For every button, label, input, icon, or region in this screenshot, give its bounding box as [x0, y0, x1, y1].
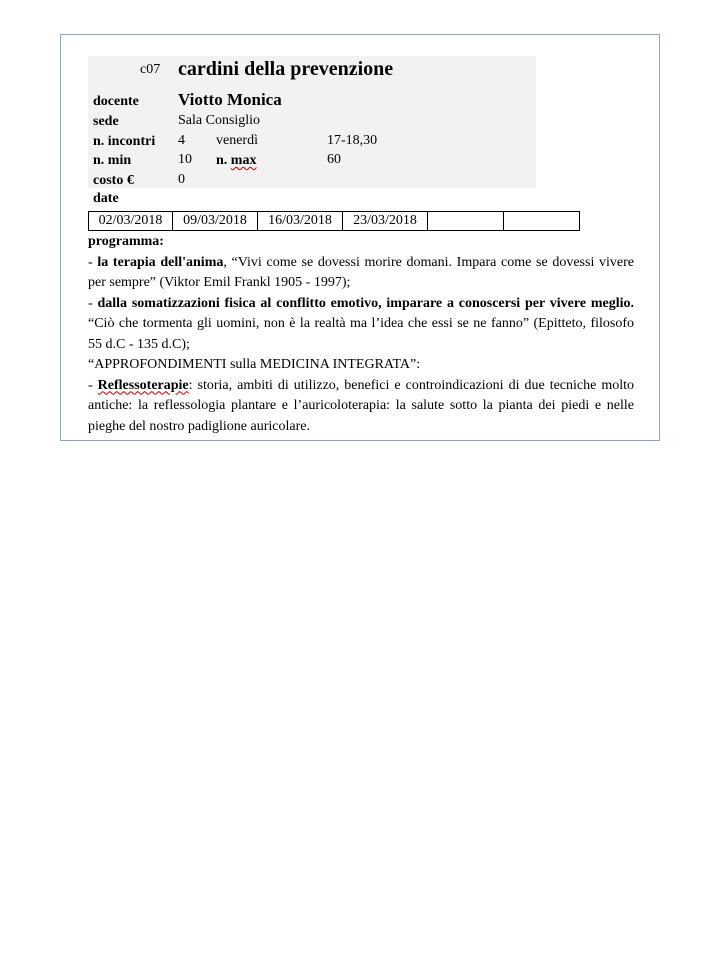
date-cell: [428, 212, 504, 230]
programma-label: programma:: [88, 234, 164, 249]
sede-label: sede: [93, 114, 119, 129]
date-cell: [504, 212, 579, 230]
programma-item-4-text: : storia, ambiti di utilizzo, benefici e controindicazioni di due tecniche molto antiche: la reflessologia plantare e l’auricoloterapia: la salute sotto la pianta dei piedi e nelle pieghe del nostro padiglione auricolare.: [88, 377, 634, 434]
docente-label: docente: [93, 94, 139, 109]
programma-item-2-text: “Ciò che tormenta gli uomini, non è la realtà ma l’idea che essi se ne fanno” (Epitteto, filosofo 55 d.C - 135 d.C);: [88, 316, 634, 352]
docente-name: Viotto Monica: [178, 90, 282, 109]
course-title: cardini della prevenzione: [178, 58, 394, 80]
programma-item-1: - la terapia dell'anima, “Vivi come se dovessi morire domani. Impara come se dovessi vivere per sempre” (Viktor Emil Frankl 1905 - 1997);: [88, 254, 634, 290]
min-label: n. min: [93, 153, 132, 168]
programma-item-4: - Reflessoterapie: storia, ambiti di utilizzo, benefici e controindicazioni di due tecniche molto antiche: la reflessologia plantare e l’auricoloterapia: la salute sotto la pianta dei piedi e nelle pieghe del nostro padiglione auricolare.: [88, 377, 634, 434]
incontri-value: 4: [178, 133, 185, 148]
max-label-word: max: [230, 153, 257, 168]
sede-value: Sala Consiglio: [178, 113, 261, 128]
dates-table: [88, 211, 580, 231]
date-cell: 23/03/2018: [343, 212, 428, 230]
date-cell: 02/03/2018: [89, 212, 173, 230]
min-value: 10: [178, 152, 192, 167]
max-value: 60: [327, 152, 341, 167]
incontri-label: n. incontri: [93, 134, 156, 149]
programma-item-1-text: , “Vivi come se dovessi morire domani. Impara come se dovessi vivere per sempre” (Viktor Emil Frankl 1905 - 1997);: [88, 254, 634, 290]
costo-label: costo €: [93, 173, 134, 188]
programma-item-3: “APPROFONDIMENTI sulla MEDICINA INTEGRATA”:: [88, 357, 421, 372]
max-label: n. max: [216, 153, 257, 168]
date-cell: 09/03/2018: [173, 212, 258, 230]
programma-item-2: - dalla somatizzazioni fisica al conflitto emotivo, imparare a conoscersi per vivere meglio. “Ciò che tormenta gli uomini, non è la realtà ma l’idea che essi se ne fanno” (Epitteto, filosofo 55 d.C - 135 d.C);: [88, 295, 634, 352]
date-cell: 16/03/2018: [258, 212, 343, 230]
course-code: c07: [140, 62, 161, 77]
programma-item-1-title: la terapia dell'anima: [97, 254, 224, 270]
date-label: date: [93, 191, 119, 206]
programma: [88, 232, 634, 437]
programma-item-2-title: dalla somatizzazioni fisica al conflitto emotivo, imparare a conoscersi per vivere meglio.: [97, 295, 634, 311]
costo-value: 0: [178, 172, 185, 187]
programma-item-4-title: Reflessoterapie: [97, 377, 189, 393]
day-value: venerdì: [216, 133, 258, 148]
time-value: 17-18,30: [327, 133, 378, 148]
